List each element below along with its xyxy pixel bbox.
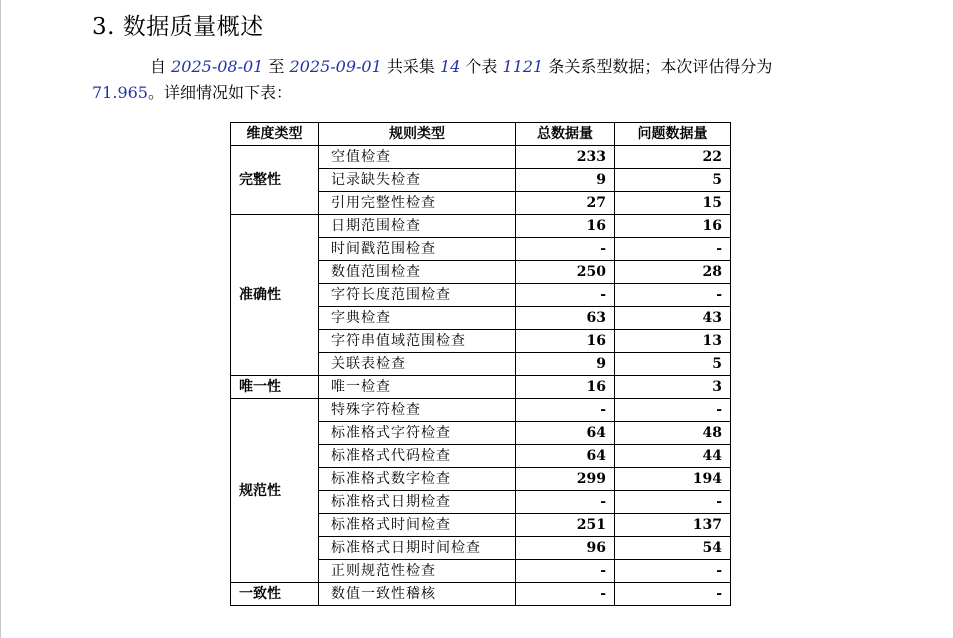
rule-cell: 标准格式代码检查 <box>319 445 516 468</box>
total-cell: 64 <box>516 422 615 445</box>
problem-cell: - <box>615 399 731 422</box>
dimension-cell: 规范性 <box>231 399 319 583</box>
table-header-row <box>231 123 731 146</box>
table-row <box>231 215 731 238</box>
problem-cell: - <box>615 583 731 606</box>
total-cell: 9 <box>516 169 615 192</box>
total-cell: 16 <box>516 376 615 399</box>
problem-cell: 54 <box>615 537 731 560</box>
rule-cell: 字典检查 <box>319 307 516 330</box>
page-edge-rule <box>0 0 1 638</box>
problem-cell: - <box>615 284 731 307</box>
start-date: 2025-08-01 <box>171 57 264 76</box>
total-cell: 299 <box>516 468 615 491</box>
score-value: 71.965 <box>92 83 148 102</box>
rule-cell: 关联表检查 <box>319 353 516 376</box>
section-number: 3. <box>92 14 115 40</box>
problem-cell: 44 <box>615 445 731 468</box>
problem-cell: 22 <box>615 146 731 169</box>
total-cell: - <box>516 238 615 261</box>
total-cell: 16 <box>516 330 615 353</box>
tables-unit: 个表 <box>460 57 503 76</box>
total-cell: 233 <box>516 146 615 169</box>
dimension-cell: 准确性 <box>231 215 319 376</box>
rule-cell: 标准格式数字检查 <box>319 468 516 491</box>
table-row <box>231 376 731 399</box>
problem-cell: 5 <box>615 169 731 192</box>
summary-prefix: 自 <box>150 57 172 76</box>
problem-cell: 13 <box>615 330 731 353</box>
rule-cell: 数值一致性稽核 <box>319 583 516 606</box>
total-cell: - <box>516 583 615 606</box>
end-date: 2025-09-01 <box>289 57 382 76</box>
total-cell: - <box>516 284 615 307</box>
total-cell: 27 <box>516 192 615 215</box>
problem-cell: 3 <box>615 376 731 399</box>
header-total: 总数据量 <box>516 123 615 146</box>
header-problem: 问题数据量 <box>615 123 731 146</box>
section-title: 数据质量概述 <box>122 14 264 40</box>
summary-collected: 共采集 <box>381 57 440 76</box>
section-heading <box>92 12 264 42</box>
problem-cell: - <box>615 238 731 261</box>
rule-cell: 唯一检查 <box>319 376 516 399</box>
rule-cell: 时间戳范围检查 <box>319 238 516 261</box>
total-cell: - <box>516 399 615 422</box>
rule-cell: 日期范围检查 <box>319 215 516 238</box>
records-unit: 条关系型数据；本次评估得分为 <box>543 57 773 76</box>
problem-cell: - <box>615 491 731 514</box>
summary-suffix: 。详细情况如下表： <box>147 83 292 102</box>
rule-cell: 特殊字符检查 <box>319 399 516 422</box>
total-cell: 251 <box>516 514 615 537</box>
total-cell: 9 <box>516 353 615 376</box>
quality-table <box>230 122 731 606</box>
problem-cell: - <box>615 560 731 583</box>
rule-cell: 记录缺失检查 <box>319 169 516 192</box>
total-cell: 96 <box>516 537 615 560</box>
dimension-cell: 完整性 <box>231 146 319 215</box>
total-cell: - <box>516 491 615 514</box>
rule-cell: 正则规范性检查 <box>319 560 516 583</box>
total-cell: 64 <box>516 445 615 468</box>
rule-cell: 标准格式时间检查 <box>319 514 516 537</box>
rule-cell: 字符长度范围检查 <box>319 284 516 307</box>
table-row <box>231 583 731 606</box>
summary-paragraph <box>92 54 832 106</box>
dimension-cell: 一致性 <box>231 583 319 606</box>
dimension-cell: 唯一性 <box>231 376 319 399</box>
header-dimension: 维度类型 <box>231 123 319 146</box>
problem-cell: 28 <box>615 261 731 284</box>
rule-cell: 标准格式日期检查 <box>319 491 516 514</box>
problem-cell: 43 <box>615 307 731 330</box>
table-row <box>231 146 731 169</box>
rule-cell: 空值检查 <box>319 146 516 169</box>
total-cell: 250 <box>516 261 615 284</box>
problem-cell: 5 <box>615 353 731 376</box>
total-cell: 16 <box>516 215 615 238</box>
summary-to: 至 <box>263 57 290 76</box>
problem-cell: 15 <box>615 192 731 215</box>
problem-cell: 137 <box>615 514 731 537</box>
header-rule: 规则类型 <box>319 123 516 146</box>
rule-cell: 字符串值域范围检查 <box>319 330 516 353</box>
rule-cell: 数值范围检查 <box>319 261 516 284</box>
rule-cell: 标准格式字符检查 <box>319 422 516 445</box>
problem-cell: 48 <box>615 422 731 445</box>
table-count: 14 <box>439 57 461 76</box>
total-cell: 63 <box>516 307 615 330</box>
rule-cell: 引用完整性检查 <box>319 192 516 215</box>
problem-cell: 16 <box>615 215 731 238</box>
record-count: 1121 <box>502 57 544 76</box>
rule-cell: 标准格式日期时间检查 <box>319 537 516 560</box>
total-cell: - <box>516 560 615 583</box>
problem-cell: 194 <box>615 468 731 491</box>
table-row <box>231 399 731 422</box>
